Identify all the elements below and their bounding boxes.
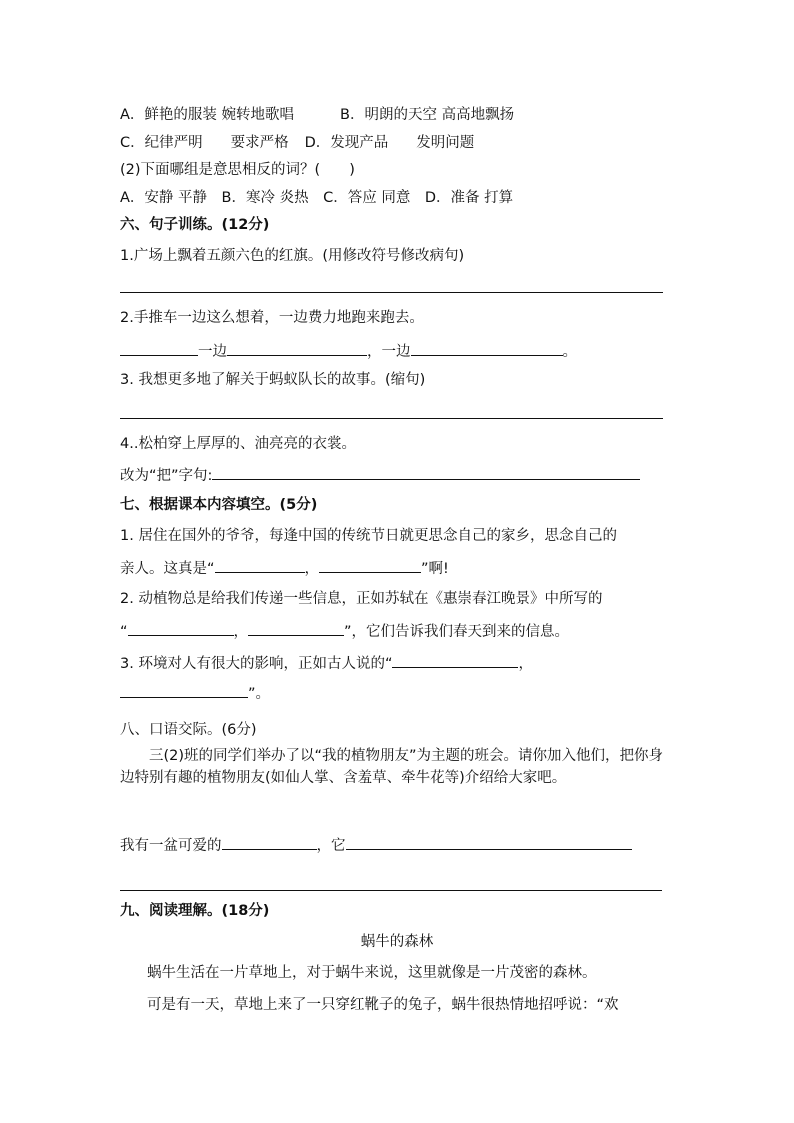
s7-q1-end: ”啊! [421,561,449,577]
s6-q2-fill-row [120,340,577,362]
s8-blank-1[interactable] [222,834,317,850]
s6-q2-end: 。 [562,344,577,360]
s6-q2-blank-2[interactable] [227,340,367,356]
s7-q2-blank-2[interactable] [248,620,344,636]
s6-q2-word-2: ，一边 [367,344,411,360]
s7-q1-line2 [120,557,449,579]
s7-q2-mid: ， [233,624,249,640]
q5-option-a: A．鲜艳的服装 婉转地歌唱 [120,107,295,123]
q5-option-d-2: 发明问题 [416,135,475,151]
q5-sub-question-2: (2)下面哪组是意思相反的词？( ) [120,162,355,178]
s6-q4-prompt: 改为“把”字句: [120,468,213,484]
s6-q2-blank-3[interactable] [411,340,563,356]
q5-option-d: D．发现产品 [304,135,389,151]
reading-title: 蜗牛的森林 [360,934,434,950]
s6-question-2: 2.手推车一边这么想着，一边费力地跑来跑去。 [120,310,424,326]
s7-q2-end: ”，它们告诉我们春天到来的信息。 [344,624,570,640]
s6-question-3: 3. 我想更多地了解关于蚂蚁队长的故事。(缩句) [120,372,426,388]
s6-q4-fill-row [120,464,640,486]
s7-q3-line1 [120,652,533,674]
q5-option-b: B．明朗的天空 高高地飘扬 [340,107,515,123]
s6-q4-blank[interactable] [212,464,640,480]
q5-option-c: C．纪律严明 [120,135,203,151]
s7-q1-line1: 1. 居住在国外的爷爷，每逢中国的传统节日就更思念自己的家乡，思念自己的 [120,528,617,544]
s7-q1-blank-1[interactable] [215,557,305,573]
s8-blank-2[interactable] [346,834,632,850]
section-8-heading: 八、口语交际。(6分) [120,722,257,738]
s7-q3-end: ”。 [248,686,271,702]
q5-options-row2 [120,133,474,153]
reading-paragraph-2: 可是有一天，草地上来了一只穿红靴子的兔子，蜗牛很热情地招呼说：“欢 [147,997,619,1013]
s7-q1-pre: 亲人。这真是“ [120,561,215,577]
s6-q2-word-1: 一边 [198,344,227,360]
s7-q1-mid: ， [304,561,320,577]
s8-paragraph: 三(2)班的同学们举办了以“我的植物朋友”为主题的班会。请你加入他们，把你身边特别有趣的植物朋友(如仙人掌、含羞草、牵牛花等)介绍给大家吧。 [120,748,664,786]
s6-q3-answer-line[interactable] [120,418,663,419]
q5-options-row1 [120,105,514,125]
s8-answer-line[interactable] [120,890,662,891]
section-6-heading: 六、句子训练。(12分) [120,217,270,233]
s6-question-4: 4..松柏穿上厚厚的、油亮亮的衣裳。 [120,436,356,452]
s7-q3-blank-1[interactable] [392,652,518,668]
s7-q2-line1: 2. 动植物总是给我们传递一些信息，正如苏轼在《惠崇春江晚景》中所写的 [120,591,603,607]
s7-q2-line2 [120,620,569,642]
q5-sub-question-2-options: A．安静 平静 B．寒冷 炎热 C．答应 同意 D．准备 打算 [120,190,514,206]
s7-q3-pre: 3. 环境对人有很大的影响，正如古人说的“ [120,656,393,672]
section-7-heading: 七、根据课本内容填空。(5分) [120,497,318,513]
reading-paragraph-1: 蜗牛生活在一片草地上，对于蜗牛来说，这里就像是一片茂密的森林。 [147,965,597,981]
s6-q1-answer-line[interactable] [120,292,663,293]
s6-question-1: 1.广场上飘着五颜六色的红旗。(用修改符号修改病句) [120,248,465,264]
s8-fill-row [120,834,632,856]
s7-q1-blank-2[interactable] [319,557,421,573]
s7-q2-pre: “ [120,624,128,640]
s7-q3-line2 [120,682,270,704]
s6-q2-blank-1[interactable] [120,340,198,356]
s7-q3-mid: ， [518,656,533,672]
s8-fill-mid: ，它 [316,838,346,854]
section-9-heading: 九、阅读理解。(18分) [120,903,270,919]
s7-q2-blank-1[interactable] [128,620,234,636]
s8-fill-pre: 我有一盆可爱的 [120,838,222,854]
s7-q3-blank-2[interactable] [120,682,248,698]
q5-option-c-2: 要求严格 [230,135,289,151]
